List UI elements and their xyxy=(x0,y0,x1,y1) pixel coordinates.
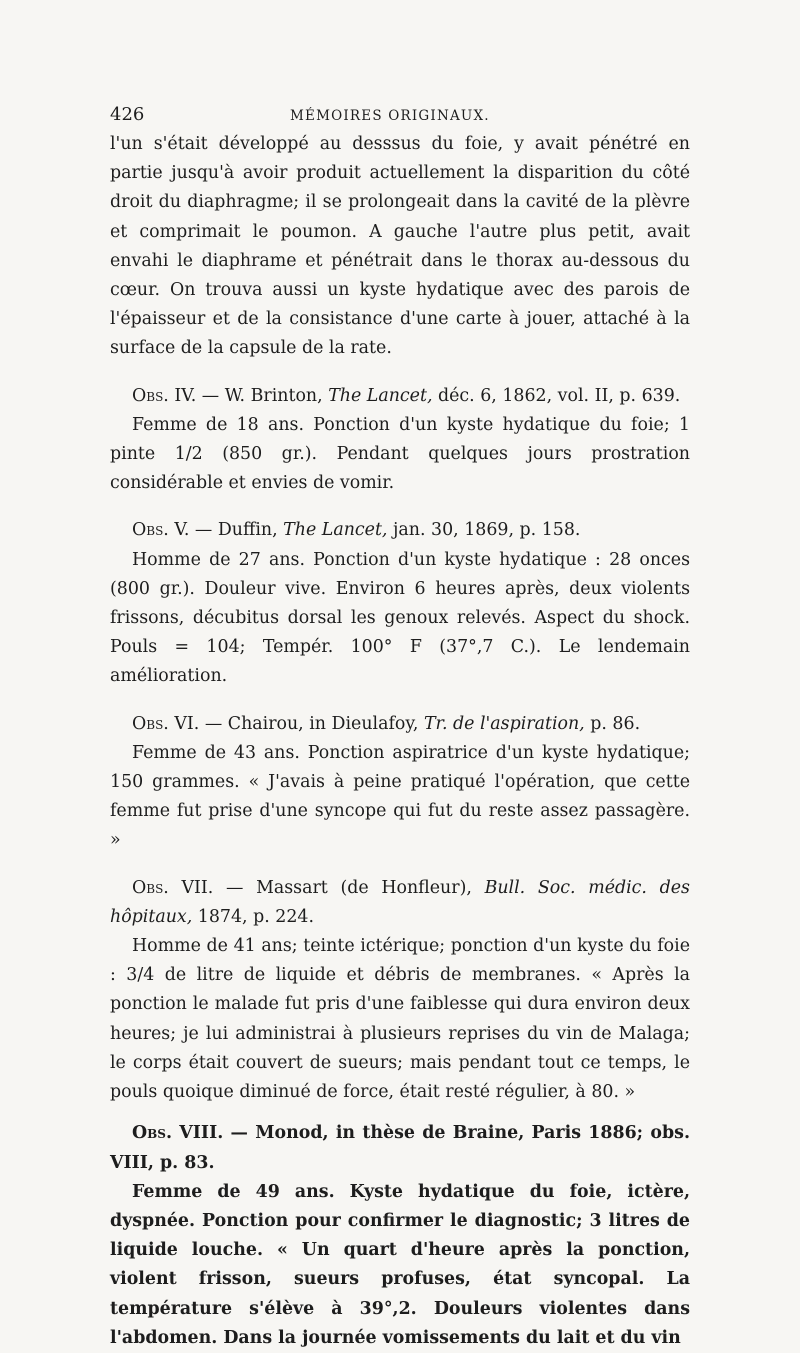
obs-vii-journal: Bull. Soc. médic. des hôpitaux, xyxy=(110,877,690,927)
running-head: MÉMOIRES ORIGINAUX. xyxy=(290,108,490,124)
obs-v-ref-a: — Duffin, xyxy=(189,520,284,541)
obs-vi-ref-a: — Chairou, in Dieulafoy, xyxy=(199,713,424,734)
obs-iv-journal: The Lancet, xyxy=(328,385,433,406)
obs-v-label: Obs. V. xyxy=(132,520,190,541)
obs-iv-ref-a: — W. Brinton, xyxy=(196,385,329,406)
obs-vii-ref-a: — Massart (de Honfleur), xyxy=(213,877,485,898)
obs-vi-ref-b: p. 86. xyxy=(584,713,641,734)
obs-vi-journal: Tr. de l'aspiration, xyxy=(423,713,585,734)
obs-viii-heading xyxy=(110,1119,690,1177)
page-header xyxy=(110,100,690,130)
obs-vi-label: Obs. VI. xyxy=(132,713,200,734)
intro-paragraph: l'un s'était développé au desssus du foie, y avait pénétré en partie jusqu'à avoir produit actuellement la disparition du côté droit du diaphragme; il se prolongeait dans la cavité de la plèvre et comprimait le poumon. A gauche l'autre plus petit, avait envahi le diaphrame et pénétrait dans le thorax au-dessous du cœur. On trouva aussi un kyste hydatique avec des parois de l'épaisseur et de la consistance d'une carte à jouer, attaché à la surface de la capsule de la rate. xyxy=(110,134,690,359)
obs-v-ref-b: jan. 30, 1869, p. 158. xyxy=(387,520,581,541)
obs-viii-text: Femme de 49 ans. Kyste hydatique du foie, ictère, dyspnée. Ponction pour confirmer le diagnostic; 3 litres de liquide louche. « Un quart d'heure après la ponction, violent frisson, sueurs profuses, état syncopal. La température s'élève à 39°,2. Douleurs violentes dans l'abdomen. Dans la journée vomissements du lait et du vin xyxy=(110,1181,690,1348)
obs-iv-ref-b: déc. 6, 1862, vol. II, p. 639. xyxy=(432,385,681,406)
obs-viii-ref: — Monod, in thèse de Braine, Paris 1886; obs. VIII, p. 83. xyxy=(110,1123,690,1173)
obs-vi-heading xyxy=(110,710,690,739)
page-number: 426 xyxy=(110,104,145,125)
obs-v-text: Homme de 27 ans. Ponction d'un kyste hydatique : 28 onces (800 gr.). Douleur vive. Environ 6 heures après, deux violents frissons, décubitus dorsal les genoux relevés. Aspect du shock. Pouls = 104; Tempér. 100° F (37°,7 C.). Le lendemain amélioration. xyxy=(110,549,690,687)
obs-vi-text: Femme de 43 ans. Ponction aspiratrice d'un kyste hydatique; 150 grammes. « J'avais à peine pratiqué l'opération, que cette femme fut prise d'une syncope qui fut du reste assez passagère. » xyxy=(110,742,690,851)
obs-vii-label: Obs. VII. xyxy=(132,877,214,898)
obs-iv-label: Obs. IV. xyxy=(132,385,197,406)
obs-v-journal: The Lancet, xyxy=(283,520,388,541)
obs-vii-text: Homme de 41 ans; teinte ictérique; ponction d'un kyste du foie : 3/4 de litre de liquide et débris de membranes. « Après la ponction le malade fut pris d'une faiblesse qui dura environ deux heures; je lui administrai à plusieurs reprises du vin de Malaga; le corps était couvert de sueurs; mais pendant tout ce temps, le pouls quoique diminué de force, était resté régulier, à 80. » xyxy=(110,936,690,1103)
obs-iv-heading xyxy=(110,382,690,411)
obs-iv-text: Femme de 18 ans. Ponction d'un kyste hydatique du foie; 1 pinte 1/2 (850 gr.). Pendant quelques jours prostration considérable et envies de vomir. xyxy=(110,414,690,494)
obs-vii-heading xyxy=(110,874,690,932)
obs-v-heading xyxy=(110,516,690,545)
obs-vii-ref-b: 1874, p. 224. xyxy=(192,906,315,927)
document-page xyxy=(110,100,690,1353)
obs-viii-label: Obs. VIII. xyxy=(132,1123,224,1144)
